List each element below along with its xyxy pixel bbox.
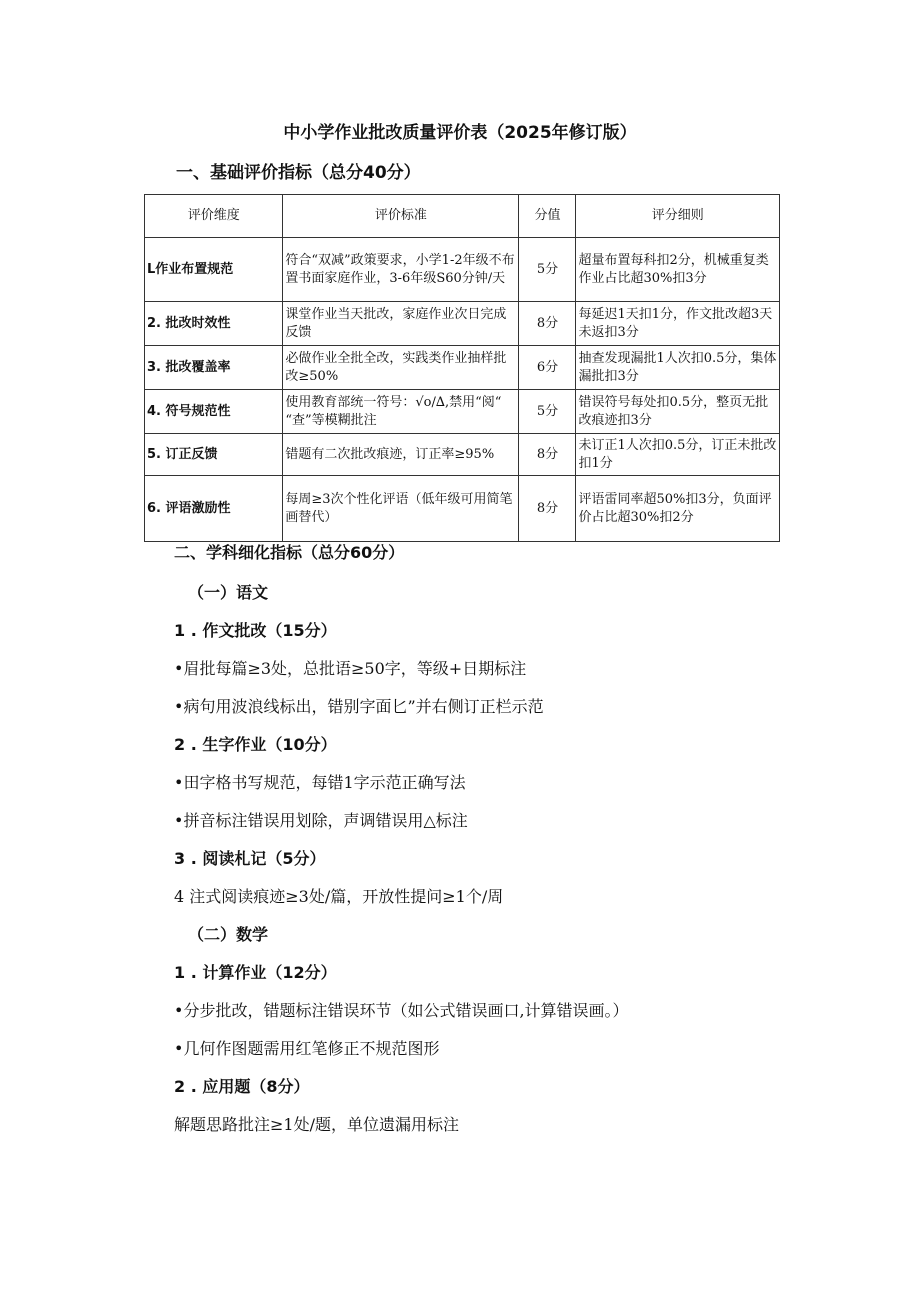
list-item: •田字格书写规范，每错1字示范正确写法	[174, 773, 466, 792]
header-score: 分值	[519, 195, 576, 238]
row-rule: 评语雷同率超50%扣3分，负面评价占比超30%扣2分	[576, 476, 780, 542]
table-row	[145, 434, 780, 476]
row-dimension: 6. 评语激励性	[145, 476, 283, 542]
table-header-row	[145, 195, 780, 238]
list-item: 1 . 计算作业（12分）	[174, 963, 337, 982]
list-item: •分步批改，错题标注错误环节（如公式错误画口,计算错误画。）	[174, 1001, 629, 1020]
header-rule: 评分细则	[576, 195, 780, 238]
list-item: •眉批每篇≥3处，总批语≥50字，等级+日期标注	[174, 659, 527, 678]
table-row	[145, 238, 780, 302]
row-rule: 未订正1人次扣0.5分，订正未批改扣1分	[576, 434, 780, 476]
row-score: 6分	[519, 346, 576, 390]
row-score: 8分	[519, 302, 576, 346]
page-title: 中小学作业批改质量评价表（2025年修订版）	[283, 123, 637, 143]
row-score: 5分	[519, 390, 576, 434]
row-dimension: 5. 订正反馈	[145, 434, 283, 476]
row-rule: 抽查发现漏批1人次扣0.5分，集体漏批扣3分	[576, 346, 780, 390]
list-item: •几何作图题需用红笔修正不规范图形	[174, 1039, 440, 1058]
list-item: 3 . 阅读札记（5分）	[174, 849, 326, 868]
table-row	[145, 390, 780, 434]
row-dimension: 2. 批改时效性	[145, 302, 283, 346]
row-rule: 超量布置每科扣2分，机械重复类作业占比超30%扣3分	[576, 238, 780, 302]
header-dimension: 评价维度	[145, 195, 283, 238]
list-item: 1 . 作文批改（15分）	[174, 621, 337, 640]
row-standard: 使用教育部统一符号：√o/∆,禁用“阅“ “查”等模糊批注	[283, 390, 519, 434]
math-heading: （二）数学	[188, 925, 269, 944]
table-row	[145, 302, 780, 346]
row-dimension: L作业布置规范	[145, 238, 283, 302]
evaluation-table	[144, 194, 780, 542]
list-item: 2 . 生字作业（10分）	[174, 735, 337, 754]
row-standard: 每周≥3次个性化评语（低年级可用简笔画替代）	[283, 476, 519, 542]
row-score: 8分	[519, 476, 576, 542]
table-row	[145, 346, 780, 390]
section2-heading: 二、学科细化指标（总分60分）	[174, 543, 405, 562]
row-dimension: 4. 符号规范性	[145, 390, 283, 434]
list-item: 解题思路批注≥1处/题，单位遗漏用标注	[174, 1115, 459, 1134]
row-rule: 错误符号每处扣0.5分，整页无批改痕迹扣3分	[576, 390, 780, 434]
row-dimension: 3. 批改覆盖率	[145, 346, 283, 390]
row-standard: 必做作业全批全改，实践类作业抽样批改≥50%	[283, 346, 519, 390]
section1-heading: 一、基础评价指标（总分40分）	[176, 163, 421, 183]
list-item: •拼音标注错误用划除，声调错误用△标注	[174, 811, 468, 830]
row-standard: 课堂作业当天批改，家庭作业次日完成反馈	[283, 302, 519, 346]
list-item: •病句用波浪线标出，错别字面匕”并右侧订正栏示范	[174, 697, 544, 716]
row-score: 5分	[519, 238, 576, 302]
row-standard: 错题有二次批改痕迹，订正率≥95%	[283, 434, 519, 476]
list-item: 2 . 应用题（8分）	[174, 1077, 310, 1096]
list-item: 4 注式阅读痕迹≥3处/篇，开放性提问≥1个/周	[174, 887, 504, 906]
row-rule: 每延迟1天扣1分，作文批改超3天未返扣3分	[576, 302, 780, 346]
table-row	[145, 476, 780, 542]
row-score: 8分	[519, 434, 576, 476]
chinese-heading: （一）语文	[188, 583, 269, 602]
row-standard: 符合“双减”政策要求，小学1-2年级不布置书面家庭作业，3-6年级S60分钟/天	[283, 238, 519, 302]
header-standard: 评价标准	[283, 195, 519, 238]
